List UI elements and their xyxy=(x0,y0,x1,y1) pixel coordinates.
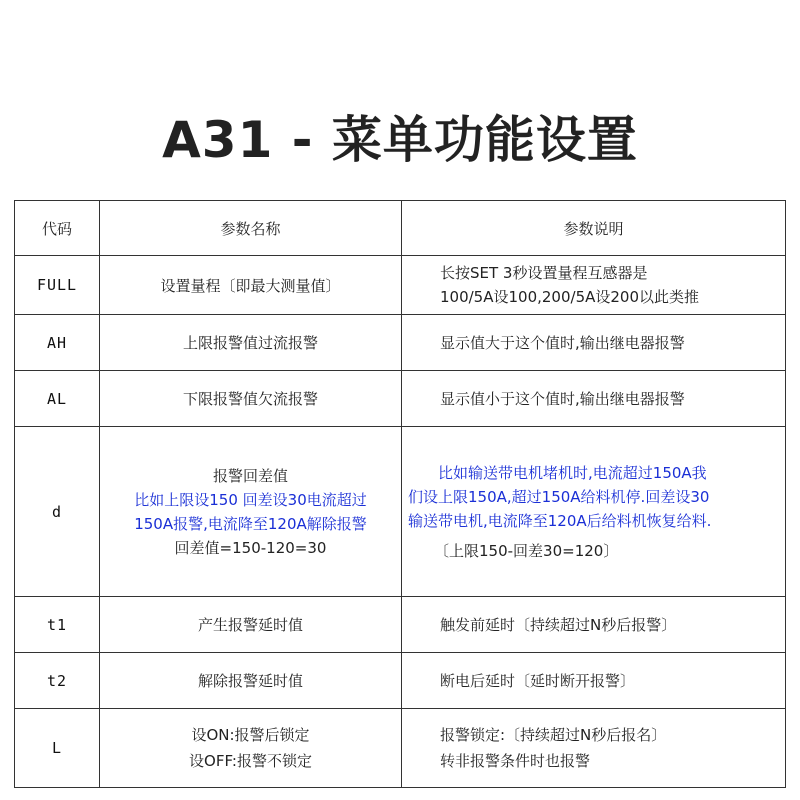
param-desc-cell xyxy=(402,709,786,788)
param-name-example: 比如上限设150 回差设30电流超过 xyxy=(134,490,367,509)
param-name-cell xyxy=(100,653,402,709)
param-desc-line: 显示值大于这个值时,输出继电器报警 xyxy=(440,333,685,352)
param-desc-cell xyxy=(402,427,786,597)
param-desc-cell xyxy=(402,315,786,371)
param-desc-line: 转非报警条件时也报警 xyxy=(440,752,591,770)
param-name-formula: 回差值=150-120=30 xyxy=(174,538,327,557)
param-name-line: 解除报警延时值 xyxy=(197,672,303,690)
param-desc-line: 断电后延时〔延时断开报警〕 xyxy=(440,671,636,690)
param-name-cell xyxy=(100,371,402,427)
param-name-title: 报警回差值 xyxy=(212,466,288,485)
code-cell: AL xyxy=(15,371,100,427)
page-title: A31 - 菜单功能设置 xyxy=(162,111,638,169)
code-cell: t1 xyxy=(15,597,100,653)
param-desc-line: 显示值小于这个值时,输出继电器报警 xyxy=(440,389,685,408)
param-desc-cell xyxy=(402,371,786,427)
menu-function-table xyxy=(14,200,786,788)
code-cell: d xyxy=(15,427,100,597)
param-desc-line: 长按SET 3秒设置量程互感器是 xyxy=(440,264,648,282)
param-name-cell xyxy=(100,597,402,653)
param-name-line: 设置量程〔即最大测量值〕 xyxy=(160,276,341,295)
table-row xyxy=(15,315,786,371)
param-desc-cell xyxy=(402,597,786,653)
table-header-row xyxy=(15,201,786,256)
param-name-cell xyxy=(100,256,402,315)
code-cell: t2 xyxy=(15,653,100,709)
param-desc-cell xyxy=(402,653,786,709)
param-name-line: 设ON:报警后锁定 xyxy=(191,726,310,744)
param-desc-example: 比如输送带电机堵机时,电流超过150A我 xyxy=(438,463,707,482)
param-desc-example: 们设上限150A,超过150A给料机停.回差设30 xyxy=(408,487,710,506)
code-cell: AH xyxy=(15,315,100,371)
table-row xyxy=(15,256,786,315)
param-name-cell xyxy=(100,315,402,371)
table-row xyxy=(15,427,786,597)
table-row xyxy=(15,597,786,653)
param-name-cell xyxy=(100,427,402,597)
param-desc-note: 〔上限150-回差30=120〕 xyxy=(434,541,619,560)
header-param-desc: 参数说明 xyxy=(402,201,786,256)
param-desc-cell xyxy=(402,256,786,315)
param-desc-line: 触发前延时〔持续超过N秒后报警〕 xyxy=(440,615,677,634)
param-desc-line: 报警锁定:〔持续超过N秒后报名〕 xyxy=(440,726,667,744)
code-cell: FULL xyxy=(15,256,100,315)
param-name-line: 设OFF:报警不锁定 xyxy=(189,752,312,770)
table-row xyxy=(15,709,786,788)
param-name-line: 产生报警延时值 xyxy=(197,616,303,634)
param-name-cell xyxy=(100,709,402,788)
header-code: 代码 xyxy=(15,201,100,256)
param-name-line: 上限报警值过流报警 xyxy=(182,334,318,352)
header-param-name: 参数名称 xyxy=(100,201,402,256)
table-row xyxy=(15,653,786,709)
param-desc-line: 100/5A设100,200/5A设200以此类推 xyxy=(440,288,700,306)
table-row xyxy=(15,371,786,427)
param-desc-example: 输送带电机,电流降至120A后给料机恢复给料. xyxy=(408,511,712,530)
code-cell: L xyxy=(15,709,100,788)
param-name-line: 下限报警值欠流报警 xyxy=(182,390,318,408)
param-name-example: 150A报警,电流降至120A解除报警 xyxy=(134,514,367,533)
